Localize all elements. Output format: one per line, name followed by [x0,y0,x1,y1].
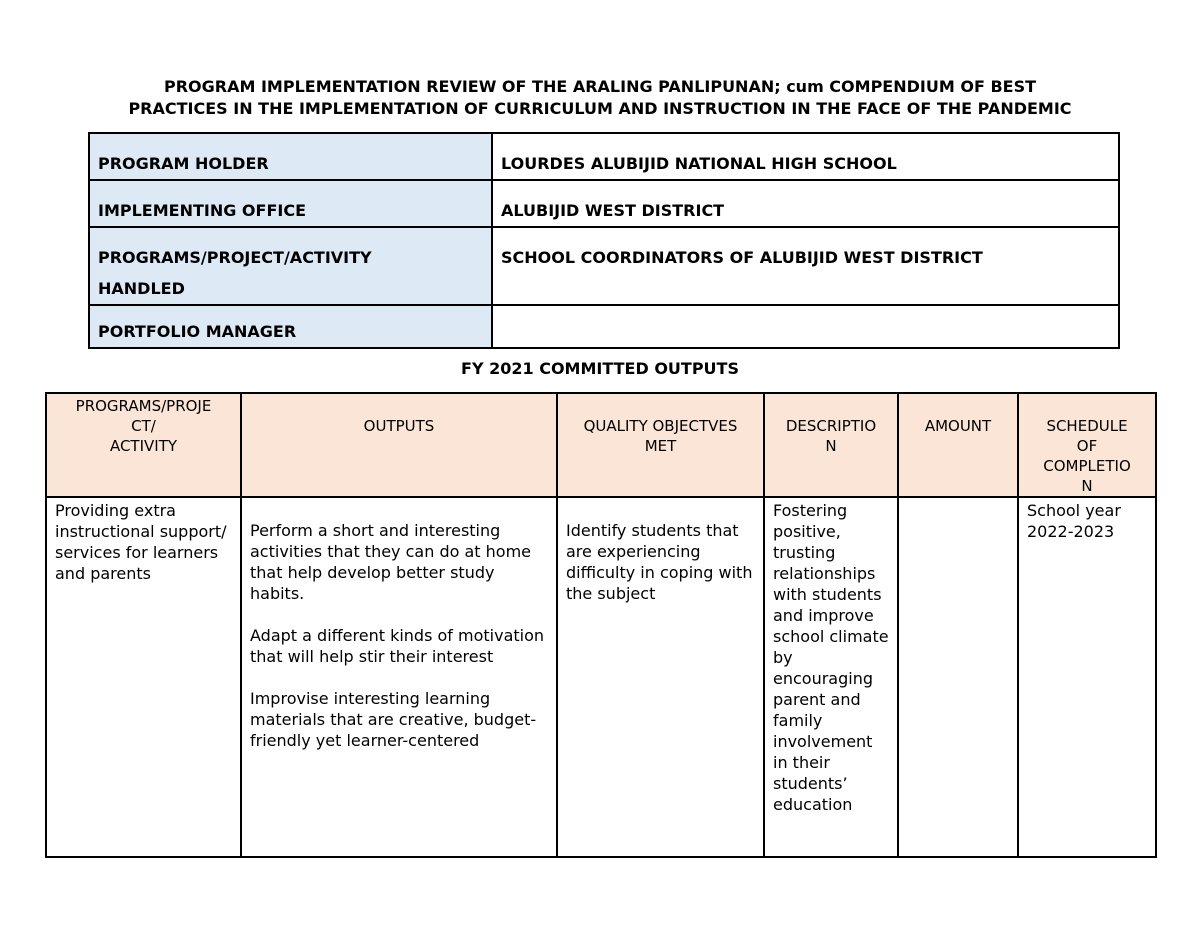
header-programs [46,393,241,497]
portfolio-manager-row [89,305,1119,348]
output-item-3: Improvise interesting learning materials that are creative, budget-friendly yet learner-centered [250,689,537,750]
outputs-header-row [46,393,1156,497]
header-description [764,393,898,497]
document-title [40,76,1160,120]
output-item-1: Perform a short and interesting activities that they can do at home that help develop better study habits. [250,521,531,603]
header-description-line-1: DESCRIPTIO [785,417,877,435]
header-schedule [1018,393,1156,497]
header-programs-line-3: ACTIVITY [109,437,178,455]
document-title-line-2: PRACTICES IN THE IMPLEMENTATION OF CURRICULUM AND INSTRUCTION IN THE FACE OF THE PANDEMIC [128,99,1072,118]
header-schedule-line-3: COMPLETIO [1043,457,1131,475]
programs-handled-label [89,227,492,305]
implementing-office-row [89,180,1119,227]
header-schedule-line-4: N [1081,477,1093,495]
header-outputs: OUTPUTS [241,393,557,497]
cell-outputs [241,497,557,857]
program-holder-value: LOURDES ALUBIJID NATIONAL HIGH SCHOOL [492,133,1119,180]
cell-quality-objectives: Identify students that are experiencing difficulty in coping with the subject [557,497,764,857]
implementing-office-label: IMPLEMENTING OFFICE [89,180,492,227]
header-quality-line-2: MET [644,437,677,455]
document-title-line-1: PROGRAM IMPLEMENTATION REVIEW OF THE ARALING PANLIPUNAN; cum COMPENDIUM OF BEST [164,77,1036,96]
header-amount: AMOUNT [898,393,1018,497]
header-quality-line-1: QUALITY OBJECTVES [583,417,738,435]
program-info-table [88,132,1120,349]
output-item-2: Adapt a different kinds of motivation that will help stir their interest [250,626,545,666]
programs-handled-label-line-2: HANDLED [98,279,185,298]
programs-handled-label-line-1: PROGRAMS/PROJECT/ACTIVITY [98,248,372,267]
programs-handled-row [89,227,1119,305]
implementing-office-value: ALUBIJID WEST DISTRICT [492,180,1119,227]
header-description-line-2: N [825,437,837,455]
portfolio-manager-label: PORTFOLIO MANAGER [89,305,492,348]
header-schedule-line-2: OF [1076,437,1098,455]
committed-outputs-heading: FY 2021 COMMITTED OUTPUTS [461,359,739,378]
committed-outputs-table [45,392,1157,858]
header-quality-objectives [557,393,764,497]
portfolio-manager-value [492,305,1119,348]
programs-handled-value: SCHOOL COORDINATORS OF ALUBIJID WEST DISTRICT [492,227,1119,305]
program-holder-row [89,133,1119,180]
cell-description: Fostering positive, trusting relationships with students and improve school climate by encouraging parent and family involvement in their students’ education [764,497,898,857]
header-schedule-line-1: SCHEDULE [1046,417,1128,435]
header-programs-line-2: CT/ [131,417,156,435]
cell-program: Providing extra instructional support/ services for learners and parents [46,497,241,857]
header-programs-line-1: PROGRAMS/PROJE [75,397,212,415]
table-row [46,497,1156,857]
cell-amount [898,497,1018,857]
program-holder-label: PROGRAM HOLDER [89,133,492,180]
cell-schedule: School year 2022-2023 [1018,497,1156,857]
